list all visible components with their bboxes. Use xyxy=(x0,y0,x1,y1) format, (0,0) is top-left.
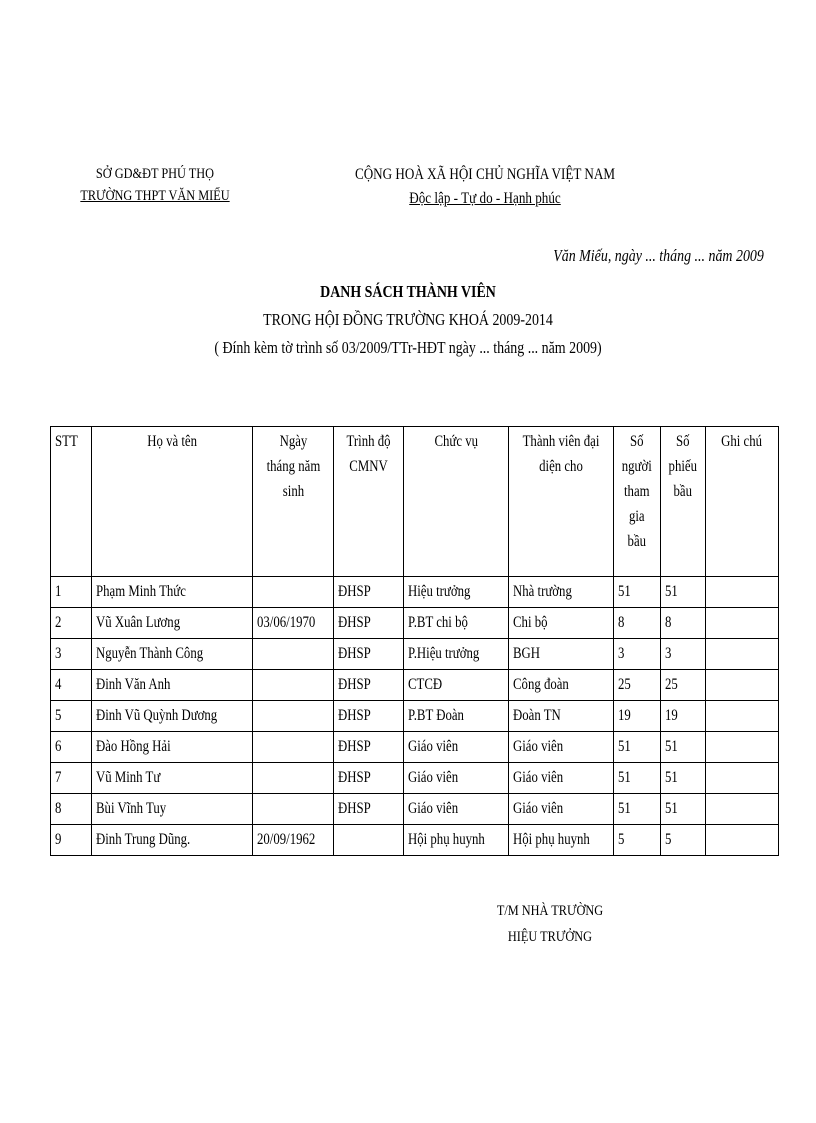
table-cell: Nguyễn Thành Công xyxy=(92,639,253,670)
table-cell: 5 xyxy=(614,825,661,856)
table-row xyxy=(51,701,779,732)
department-name: SỞ GD&ĐT PHÚ THỌ xyxy=(95,166,215,182)
table-row xyxy=(51,670,779,701)
table-row xyxy=(51,763,779,794)
table-cell: Giáo viên xyxy=(404,763,509,794)
table-cell: 19 xyxy=(614,701,661,732)
table-cell xyxy=(252,701,334,732)
table-cell: Bùi Vĩnh Tuy xyxy=(92,794,253,825)
table-cell: 19 xyxy=(660,701,705,732)
table-cell: 4 xyxy=(51,670,92,701)
table-cell xyxy=(705,701,778,732)
table-cell: 51 xyxy=(660,732,705,763)
table-cell: Giáo viên xyxy=(509,794,614,825)
table-cell: Giáo viên xyxy=(509,763,614,794)
table-cell: ĐHSP xyxy=(334,732,404,763)
table-cell xyxy=(252,794,334,825)
header-cell: Số phiếu bầu xyxy=(660,427,705,577)
table-cell xyxy=(252,639,334,670)
table-cell: 51 xyxy=(614,794,661,825)
signature-line-2: HIỆU TRƯỞNG xyxy=(507,929,593,945)
table-cell: Chi bộ xyxy=(509,608,614,639)
table-cell: 25 xyxy=(614,670,661,701)
table-cell: 6 xyxy=(51,732,92,763)
motto: Độc lập - Tự do - Hạnh phúc xyxy=(409,190,561,207)
table-cell: Vũ Minh Tư xyxy=(92,763,253,794)
table-cell: 9 xyxy=(51,825,92,856)
signature-block xyxy=(440,898,660,950)
table-cell: Công đoàn xyxy=(509,670,614,701)
table-cell: ĐHSP xyxy=(334,577,404,608)
table-cell: 3 xyxy=(660,639,705,670)
table-cell: ĐHSP xyxy=(334,763,404,794)
table-row xyxy=(51,577,779,608)
school-name: TRƯỜNG THPT VĂN MIẾU xyxy=(80,188,230,204)
table-cell: P.Hiệu trưởng xyxy=(404,639,509,670)
place-date: Văn Miếu, ngày ... tháng ... năm 2009 xyxy=(553,246,764,265)
table-cell: Phạm Minh Thức xyxy=(92,577,253,608)
table-cell xyxy=(334,825,404,856)
table-cell: 3 xyxy=(614,639,661,670)
table-cell: 8 xyxy=(660,608,705,639)
table-cell: 5 xyxy=(51,701,92,732)
table-cell: 51 xyxy=(614,577,661,608)
table-cell: Đinh Vũ Quỳnh Dương xyxy=(92,701,253,732)
table-cell xyxy=(252,732,334,763)
table-cell: 25 xyxy=(660,670,705,701)
table-cell: 51 xyxy=(660,794,705,825)
table-cell: Giáo viên xyxy=(404,794,509,825)
table-cell: 51 xyxy=(614,763,661,794)
table-cell: 5 xyxy=(660,825,705,856)
table-cell: 8 xyxy=(614,608,661,639)
table-cell xyxy=(252,670,334,701)
table-cell: Giáo viên xyxy=(509,732,614,763)
table-cell xyxy=(705,825,778,856)
header-cell: STT xyxy=(51,427,92,577)
table-cell: P.BT chi bộ xyxy=(404,608,509,639)
header-cell: Thành viên đại diện cho xyxy=(509,427,614,577)
table-cell: 51 xyxy=(614,732,661,763)
header-left xyxy=(40,163,270,207)
table-row xyxy=(51,825,779,856)
table-cell xyxy=(705,732,778,763)
table-cell xyxy=(705,794,778,825)
document-subtitle: TRONG HỘI ĐỒNG TRƯỜNG KHOÁ 2009-2014 xyxy=(263,310,553,329)
table-cell xyxy=(252,763,334,794)
header-right xyxy=(320,163,650,211)
table-cell: 51 xyxy=(660,577,705,608)
table-cell: 3 xyxy=(51,639,92,670)
table-cell: 03/06/1970 xyxy=(252,608,334,639)
table-row xyxy=(51,639,779,670)
header-cell: Họ và tên xyxy=(92,427,253,577)
table-cell: Đinh Văn Anh xyxy=(92,670,253,701)
table-cell: ĐHSP xyxy=(334,701,404,732)
table-cell: Giáo viên xyxy=(404,732,509,763)
header-cell: Số người tham gia bầu xyxy=(614,427,661,577)
table-cell xyxy=(705,639,778,670)
table-cell: 20/09/1962 xyxy=(252,825,334,856)
table-cell xyxy=(252,577,334,608)
table-row xyxy=(51,794,779,825)
table-cell: Hội phụ huynh xyxy=(509,825,614,856)
table-cell: CTCĐ xyxy=(404,670,509,701)
header-cell: Ngày tháng năm sinh xyxy=(252,427,334,577)
table-cell: ĐHSP xyxy=(334,608,404,639)
table-row xyxy=(51,732,779,763)
header-cell: Chức vụ xyxy=(404,427,509,577)
table-cell xyxy=(705,608,778,639)
table-cell: Hội phụ huynh xyxy=(404,825,509,856)
document-title-block xyxy=(0,278,816,362)
table-header-row xyxy=(51,427,779,577)
table-cell: ĐHSP xyxy=(334,639,404,670)
table-cell: 1 xyxy=(51,577,92,608)
table-row xyxy=(51,608,779,639)
document-note: ( Đính kèm tờ trình số 03/2009/TTr-HĐT ngày ... tháng ... năm 2009) xyxy=(214,338,602,357)
table-cell: ĐHSP xyxy=(334,794,404,825)
document-title: DANH SÁCH THÀNH VIÊN xyxy=(320,282,496,301)
table-cell: P.BT Đoàn xyxy=(404,701,509,732)
table-cell: Nhà trường xyxy=(509,577,614,608)
table-cell: 51 xyxy=(660,763,705,794)
country-name: CỘNG HOÀ XÃ HỘI CHỦ NGHĨA VIỆT NAM xyxy=(354,166,616,183)
table-cell xyxy=(705,670,778,701)
table-cell: BGH xyxy=(509,639,614,670)
table-cell: Đoàn TN xyxy=(509,701,614,732)
table-cell: Vũ Xuân Lương xyxy=(92,608,253,639)
table-cell: Đào Hồng Hải xyxy=(92,732,253,763)
table-cell: 7 xyxy=(51,763,92,794)
table-cell: Hiệu trưởng xyxy=(404,577,509,608)
header-cell: Trình độ CMNV xyxy=(334,427,404,577)
table-cell: 2 xyxy=(51,608,92,639)
table-cell: 8 xyxy=(51,794,92,825)
table-cell: Đinh Trung Dũng. xyxy=(92,825,253,856)
table-cell xyxy=(705,763,778,794)
member-table xyxy=(50,426,779,856)
table-cell xyxy=(705,577,778,608)
signature-line-1: T/M NHÀ TRƯỜNG xyxy=(496,903,604,919)
header-cell: Ghi chú xyxy=(705,427,778,577)
table-cell: ĐHSP xyxy=(334,670,404,701)
